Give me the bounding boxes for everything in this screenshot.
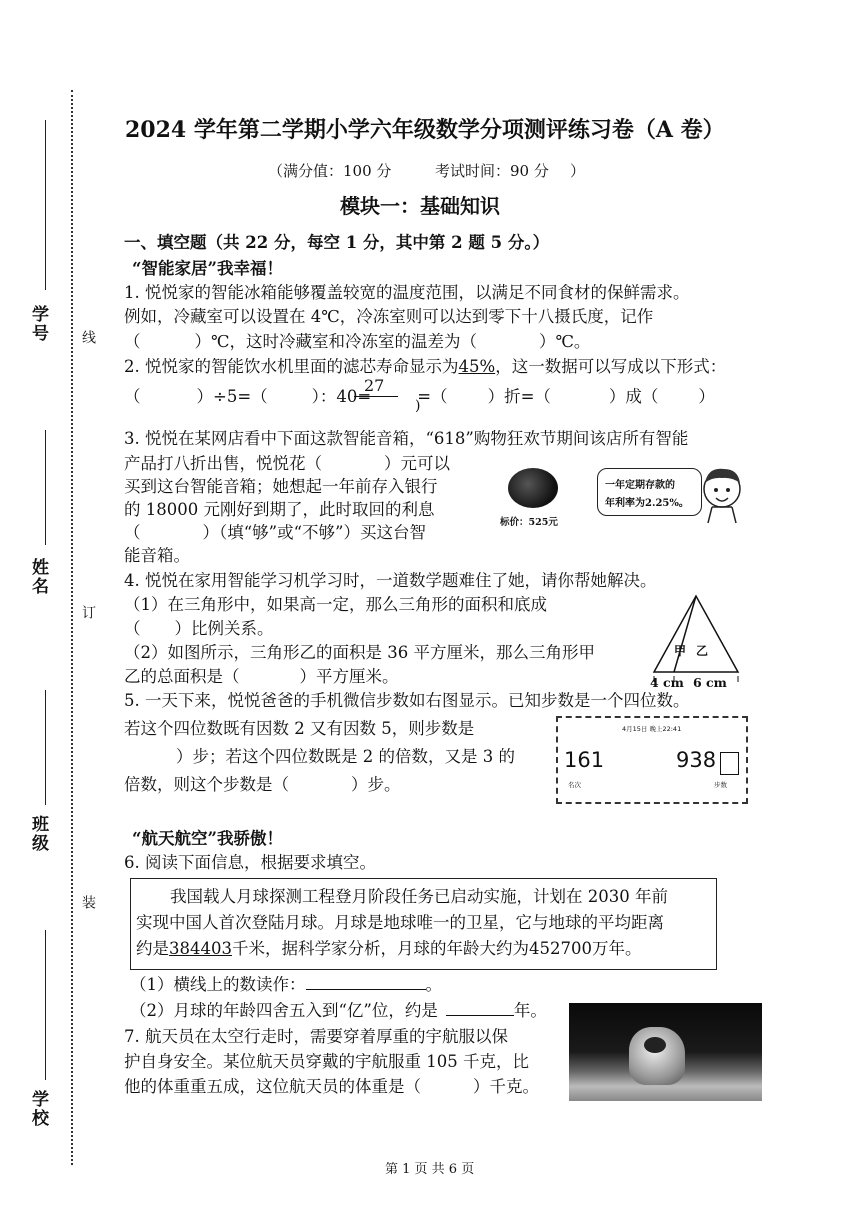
q7-line3: 他的体重重五成，这位航天员的体重是（ ）千克。 — [124, 1077, 539, 1096]
q6-paragraph-line1: 我国载人月球探测工程登月阶段任务已启动实施，计划在 2030 年前 — [170, 887, 668, 906]
q6-line1: 6. 阅读下面信息，根据要求填空。 — [124, 853, 376, 872]
class-label: 班级 — [28, 815, 48, 853]
q4-line5: 乙的总面积是（ ）平方厘米。 — [124, 667, 399, 686]
q1-line2: 例如，冷藏室可以设置在 4℃，冷冻室则可以达到零下十八摄氏度，记作 — [124, 307, 654, 326]
steps-count: 938 — [676, 748, 717, 772]
q6-sub2: （2）月球的年龄四舍五入到“亿”位，约是 年。 — [130, 1001, 547, 1020]
q6-paragraph-line3: 约是384403千米，据科学家分析，月球的年龄大约为452700万年。 — [136, 939, 642, 958]
time-info-close: ） — [570, 162, 586, 180]
q3-line3: 买到这台智能音箱；她想起一年前存入银行 — [124, 477, 438, 496]
student-id-label: 学号 — [28, 305, 48, 343]
smart-speaker-image — [508, 468, 558, 508]
q5-line1: 5. 一天下来，悦悦爸爸的手机微信步数如右图显示。已知步数是一个四位数。 — [124, 691, 690, 710]
section-heading: 一、填空题（共 22 分，每空 1 分，其中第 2 题 5 分。） — [124, 233, 550, 252]
q5-line2: 若这个四位数既有因数 2 又有因数 5，则步数是 — [124, 719, 475, 738]
wechat-steps-screen: 4月15日 晚上22:41 161 名次 938 步数 — [556, 716, 748, 804]
time-info: 考试时间：90 分 — [435, 162, 549, 180]
q6-round-blank[interactable] — [446, 1015, 514, 1016]
q2-fraction-bar — [354, 396, 398, 397]
q6-paragraph-line2: 实现中国人首次登陆月球。月球是地球唯一的卫星，它与地球的平均距离 — [136, 913, 664, 932]
q2-percent: 45% — [458, 357, 496, 376]
q7-line1: 7. 航天员在太空行走时，需要穿着厚重的宇航服以保 — [124, 1027, 508, 1046]
school-label: 学校 — [28, 1090, 48, 1128]
boy-cartoon-icon — [698, 463, 748, 525]
q3-line6: 能音箱。 — [124, 546, 190, 565]
q5-line4: 倍数，则这个步数是（ ）步。 — [124, 775, 401, 794]
binding-dotted-line — [71, 90, 73, 1165]
class-blank — [45, 690, 46, 805]
name-blank — [45, 430, 46, 545]
page-title: 2024 学年第二学期小学六年级数学分项测评练习卷（A 卷） — [125, 117, 725, 143]
q2-fraction-numerator: 27 — [364, 376, 385, 395]
q2-line1: 2. 悦悦家的智能饮水机里面的滤芯寿命显示为45%，这一数据可以写成以下形式： — [124, 357, 727, 376]
triangle-jia-label: 甲 — [674, 644, 687, 658]
name-label: 姓名 — [28, 558, 48, 596]
triangle-length-b: 6 cm — [693, 675, 727, 690]
q4-line4: （2）如图所示，三角形乙的面积是 36 平方厘米，那么三角形甲 — [124, 643, 595, 662]
theme-aerospace: “航天航空”我骄傲！ — [132, 829, 283, 848]
triangle-length-a: 4 cm — [650, 675, 684, 690]
q6-sub1: （1）横线上的数读作： 。 — [130, 975, 442, 994]
q6-reading-blank[interactable] — [306, 989, 426, 990]
steps-missing-digit-box[interactable] — [720, 752, 739, 775]
q4-line1: 4. 悦悦在家用智能学习机学习时，一道数学题难住了她，请你帮她解决。 — [124, 571, 657, 590]
q3-line2: 产品打八折出售，悦悦花（ ）元可以 — [124, 454, 450, 473]
q7-line2: 护自身安全。某位航天员穿戴的宇航服重 105 千克，比 — [124, 1052, 529, 1071]
score-info: （满分值：100 分 — [268, 162, 392, 180]
binding-mark-ding: 订 — [80, 605, 96, 619]
steps-rank: 161 — [564, 748, 605, 772]
q3-line1: 3. 悦悦在某网店看中下面这款智能音箱，“618”购物狂欢节期间该店所有智能 — [124, 429, 689, 448]
q4-line3: （ ）比例关系。 — [124, 619, 274, 638]
q4-line2: （1）在三角形中，如果高一定，那么三角形的面积和底成 — [124, 595, 547, 614]
binding-mark-line: 线 — [80, 330, 96, 344]
astronaut-photo — [569, 1003, 762, 1101]
page-number: 第 1 页 共 6 页 — [385, 1162, 475, 1177]
moon-distance-number: 384403 — [169, 939, 232, 958]
triangle-yi-label: 乙 — [696, 644, 709, 658]
speaker-price-label: 标价：525元 — [500, 517, 558, 528]
q5-line3: ）步；若这个四位数既是 2 的倍数，又是 3 的 — [176, 747, 515, 766]
q2-fraction-denominator-paren: ) — [415, 398, 421, 414]
module-title: 模块一：基础知识 — [340, 194, 500, 218]
binding-mark-zhuang: 装 — [80, 895, 96, 909]
q3-line4: 的 18000 元刚好到期了，此时取回的利息 — [124, 500, 435, 519]
theme-smart-home: “智能家居”我幸福！ — [132, 259, 283, 278]
student-id-blank — [45, 120, 46, 290]
q2-forms: （ ）÷5=（ ）：40= =（ ）折=（ ）成（ ） — [124, 387, 715, 406]
q3-line5: （ ）（填“够”或“不够”）买这台智 — [124, 523, 426, 542]
interest-rate-bubble: 一年定期存款的 年利率为2.25%。 — [597, 468, 702, 516]
q1-line1: 1. 悦悦家的智能冰箱能够覆盖较宽的温度范围，以满足不同食材的保鲜需求。 — [124, 283, 690, 302]
moon-age-number: 452700 — [529, 939, 592, 958]
q1-line3: （ ）℃，这时冷藏室和冷冻室的温差为（ ）℃。 — [124, 332, 591, 351]
school-blank — [45, 930, 46, 1080]
